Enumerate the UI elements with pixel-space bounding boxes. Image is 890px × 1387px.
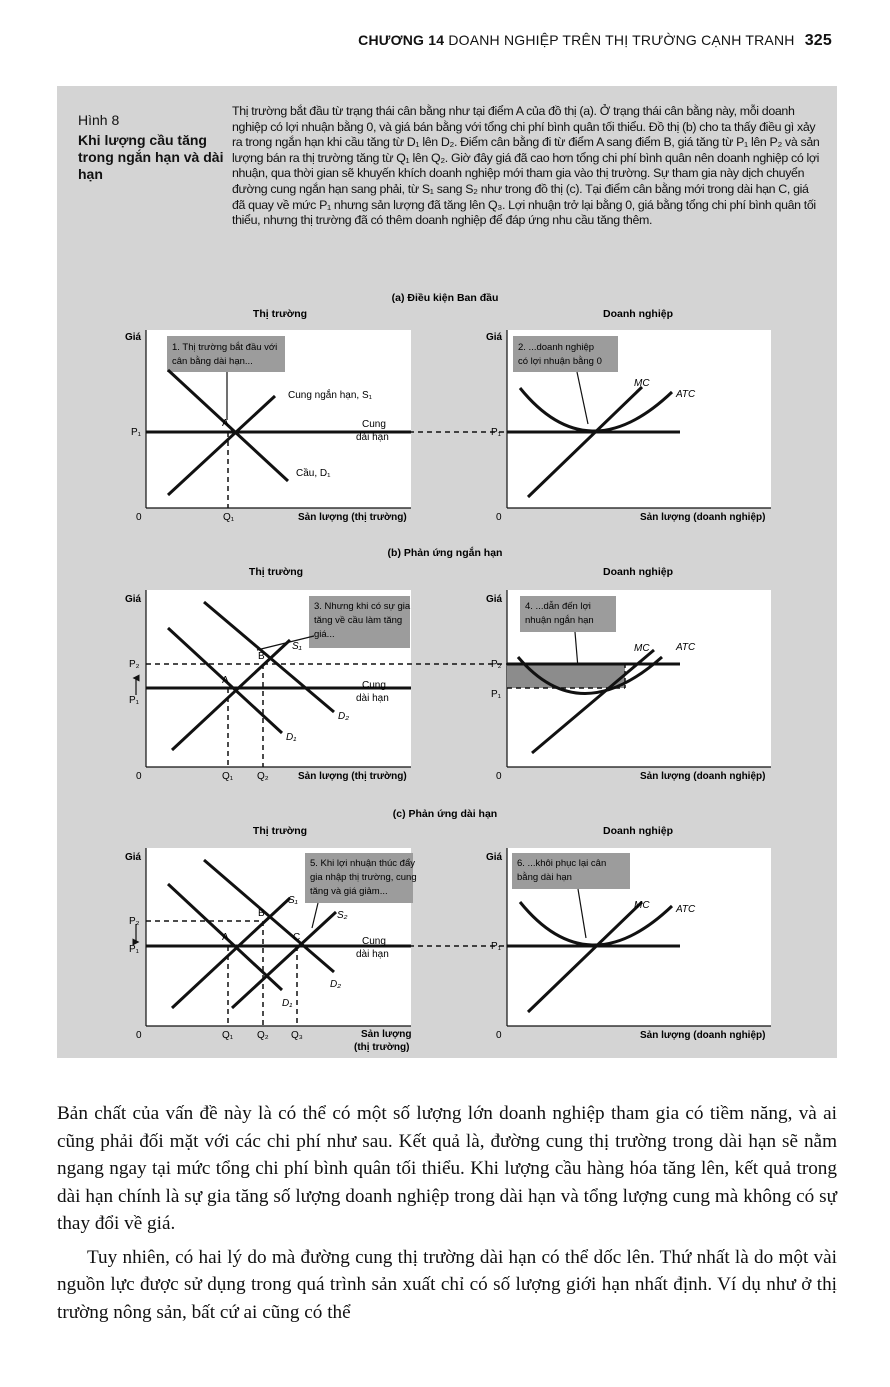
- panel-b-market-xlabel: Sản lượng (thị trường): [298, 771, 407, 782]
- panel-c: [125, 808, 771, 1053]
- panel-c-d1-label: D₁: [282, 998, 293, 1009]
- panel-b-p1: P₁: [129, 695, 140, 706]
- panel-c-market-note-2: gia nhập thị trường, cung: [310, 872, 417, 883]
- panel-b-p2: P₂: [129, 659, 140, 670]
- panel-b-firm-xlabel: Sản lượng (doanh nghiệp): [640, 771, 766, 782]
- panel-c-p1: P₁: [129, 944, 140, 955]
- panel-b-q1: Q₁: [222, 771, 234, 782]
- figure-caption: Thị trường bắt đầu từ trạng thái cân bằng như tại điểm A của đồ thị (a). Ở trạng thái cân bằng này, mỗi doanh nghiệp có lợi nhuận bằng 0, và giá bán bằng với tổng chi phí bình quân tối thiểu. Đồ thị (b) cho ta thấy điều gì xảy ra trong ngắn hạn khi cầu tăng từ D₁ lên D₂. Điểm cân bằng đi từ điểm A sang điểm B, giá tăng từ P₁ lên P₂ và sản lượng bán ra thị trường tăng từ Q₁ lên Q₂. Giờ đây giá đã cao hơn tổng chi phí bình quân nên doanh nghiệp có lợi nhuận, qua thời gian sẽ khuyến khích doanh nghiệp mới tham gia vào thị trường. Sự tham gia này dịch chuyển đường cung ngắn hạn sang phải, từ S₁ sang S₂ như trong đồ thị (c). Tại điểm cân bằng mới trong dài hạn C, giá đã quay về mức P₁ nhưng sản lượng đã tăng lên Q₃. Lợi nhuận trở lại bằng 0, giá bằng tổng chi phí bình quân tối thiểu, nhưng thị trường đã có thêm doanh nghiệp để đáp ứng nhu cầu tăng thêm.: [232, 104, 820, 228]
- panel-a-point-a: A: [222, 418, 229, 429]
- panel-a-q1: Q₁: [223, 512, 235, 523]
- panel-b-firm-note-2: nhuận ngắn hạn: [525, 615, 594, 626]
- panel-c-point-c: C: [293, 932, 301, 943]
- panel-a-firm-p1: P₁: [491, 427, 502, 438]
- panel-a-market-note-2: cân bằng dài hạn...: [172, 356, 253, 367]
- panel-a-firm-ylabel: Giá: [486, 332, 503, 343]
- panel-b-profit-area: [507, 664, 625, 688]
- panel-b-mc-label: MC: [634, 643, 650, 654]
- panel-a-mc-label: MC: [634, 378, 650, 389]
- panel-c-market-note-3: tăng và giá giảm...: [310, 886, 388, 897]
- panel-c-market-note-1: 5. Khi lợi nhuận thúc đẩy: [310, 858, 415, 869]
- panel-c-market-xlabel: Sản lượng: [361, 1029, 412, 1040]
- panel-c-title: (c) Phản ứng dài hạn: [392, 808, 498, 820]
- figure-number: Hình 8: [78, 112, 120, 128]
- panel-c-d2-label: D₂: [330, 979, 342, 990]
- page-number: 325: [804, 32, 832, 49]
- panel-b-market-note-3: giá...: [314, 629, 335, 640]
- panel-c-s2-label: S₂: [337, 910, 348, 921]
- panel-b-firm-p1: P₁: [491, 689, 502, 700]
- panel-c-p2: P₂: [129, 916, 140, 927]
- panel-a-market-origin: 0: [136, 512, 142, 523]
- panel-c-q2: Q₂: [257, 1030, 269, 1041]
- panel-b-market-ylabel: Giá: [125, 594, 142, 605]
- panel-b-q2: Q₂: [257, 771, 269, 782]
- panel-b-s1-label: S₁: [292, 641, 302, 652]
- panel-a-supply-label: Cung ngắn hạn, S₁: [288, 390, 372, 401]
- panel-b-atc-label: ATC: [676, 642, 696, 653]
- panel-b-lr-label-1: Cung: [362, 680, 386, 691]
- panel-c-market-heading: Thị trường: [252, 825, 308, 837]
- panel-a: [125, 292, 771, 523]
- figure-title: Khi lượng cầu tăng trong ngắn hạn và dài hạn: [78, 132, 224, 182]
- body-text: [57, 1100, 837, 1326]
- panel-b-firm-origin: 0: [496, 771, 502, 782]
- panel-a-firm-note-2: có lợi nhuận bằng 0: [518, 356, 602, 367]
- chapter-title: DOANH NGHIỆP TRÊN THỊ TRƯỜNG CẠNH TRANH: [448, 32, 795, 48]
- panel-a-market-heading: Thị trường: [252, 308, 308, 320]
- panel-b-point-b: B: [258, 651, 265, 662]
- panel-b-market-heading: Thị trường: [248, 566, 304, 578]
- panel-c-market-xlabel-2: (thị trường): [354, 1042, 410, 1053]
- panel-a-market-ylabel: Giá: [125, 332, 142, 343]
- body-paragraph-1: Bản chất của vấn đề này là có thể có một số lượng lớn doanh nghiệp tham gia có tiềm năng, và ai cũng phải đối mặt với các chi phí như sau. Kết quả là, đường cung thị trường trong dài hạn sẽ nằm ngang ngay tại mức tổng chi phí bình quân tối thiểu. Khi lượng cầu hàng hóa tăng lên, kết quả trong dài hạn chính là sự gia tăng số lượng doanh nghiệp trong dài hạn và tổng lượng cung mà không có sự thay đổi về giá.: [57, 1103, 837, 1234]
- panel-c-q3: Q₃: [291, 1030, 303, 1041]
- panel-c-market-origin: 0: [136, 1030, 142, 1041]
- panel-c-mc-label: MC: [634, 900, 650, 911]
- panel-b-lr-label-2: dài hạn: [356, 693, 389, 704]
- panel-b-market-note-1: 3. Nhưng khi có sự gia: [314, 601, 411, 612]
- panel-a-firm-note-1: 2. ...doanh nghiệp: [518, 342, 595, 353]
- panel-c-point-b: B: [258, 908, 265, 919]
- panel-c-lr-label-2: dài hạn: [356, 949, 389, 960]
- panel-b-firm-ylabel: Giá: [486, 594, 503, 605]
- panel-c-firm-p1: P₁: [491, 941, 502, 952]
- panel-c-point-a: A: [222, 932, 229, 943]
- panel-a-atc-label: ATC: [676, 389, 696, 400]
- panel-a-demand-label: Cầu, D₁: [296, 468, 331, 479]
- panel-a-lr-label-2: dài hạn: [356, 432, 389, 443]
- chapter-label: CHƯƠNG 14: [358, 32, 445, 48]
- panel-c-q1: Q₁: [222, 1030, 234, 1041]
- panel-c-lr-label-1: Cung: [362, 936, 386, 947]
- panel-a-market-note-1: 1. Thị trường bắt đầu với: [172, 342, 278, 353]
- panel-b-point-a: A: [222, 675, 229, 686]
- panel-a-firm-heading: Doanh nghiệp: [603, 308, 673, 320]
- panel-a-firm-origin: 0: [496, 512, 502, 523]
- panel-c-s1-label: S₁: [288, 895, 298, 906]
- panel-c-firm-note-1: 6. ...khôi phục lại cân: [517, 858, 607, 869]
- panel-a-p1: P₁: [131, 427, 142, 438]
- panel-c-firm-heading: Doanh nghiệp: [603, 825, 673, 837]
- panel-b-firm-p2: P₂: [491, 659, 502, 670]
- panel-c-atc-label: ATC: [676, 904, 696, 915]
- panel-a-lr-label-1: Cung: [362, 419, 386, 430]
- panel-c-firm-xlabel: Sản lượng (doanh nghiệp): [640, 1030, 766, 1041]
- body-paragraph-2: Tuy nhiên, có hai lý do mà đường cung thị trường dài hạn có thể dốc lên. Thứ nhất là do một vài nguồn lực được sử dụng trong quá trình sản xuất chỉ có số lượng giới hạn nhất định. Ví dụ như ở thị trường nông sản, bất cứ ai cũng có thể: [57, 1246, 837, 1323]
- panel-c-market-ylabel: Giá: [125, 852, 142, 863]
- panel-b: [125, 546, 771, 782]
- panel-b-market-origin: 0: [136, 771, 142, 782]
- panel-b-title: (b) Phản ứng ngắn hạn: [387, 547, 503, 559]
- panel-c-firm-note-2: bằng dài hạn: [517, 872, 572, 883]
- panel-b-firm-note-1: 4. ...dẫn đến lợi: [525, 601, 591, 612]
- panel-c-firm-origin: 0: [496, 1030, 502, 1041]
- panel-b-firm-heading: Doanh nghiệp: [603, 566, 673, 578]
- panel-b-d1-label: D₁: [286, 732, 297, 743]
- panel-a-title: (a) Điều kiện Ban đầu: [391, 292, 499, 304]
- panel-a-market-xlabel: Sản lượng (thị trường): [298, 512, 407, 523]
- panel-c-firm-ylabel: Giá: [486, 852, 503, 863]
- panel-b-market-note-2: tăng về cầu làm tăng: [314, 615, 403, 626]
- panel-b-d2-label: D₂: [338, 711, 350, 722]
- panel-a-firm-xlabel: Sản lượng (doanh nghiệp): [640, 512, 766, 523]
